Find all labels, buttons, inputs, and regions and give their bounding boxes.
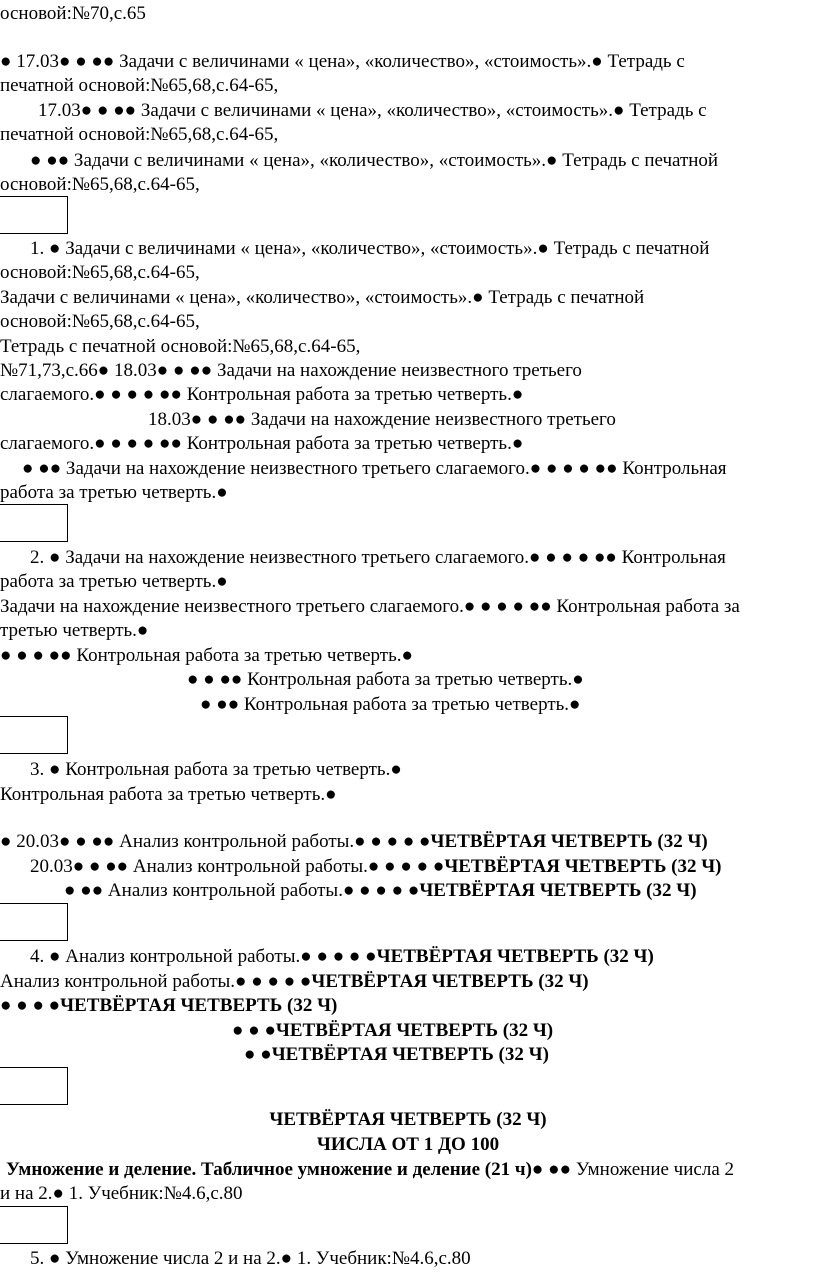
text-line: слагаемого.● ● ● ● ●● Контрольная работа за третью четверть.● xyxy=(0,384,524,405)
text-line: ● ● ● ●● Контрольная работа за третью четверть.● xyxy=(0,645,413,666)
text-line: ● ●● Задачи на нахождение неизвестного третьего слагаемого.● ● ● ● ●● Контрольная xyxy=(22,458,727,479)
text-line: 20.03● ● ●● Анализ контрольной работы.● ● ● ● ●ЧЕТВЁРТАЯ ЧЕТВЕРТЬ (32 Ч) xyxy=(30,856,722,877)
text-line: Задачи на нахождение неизвестного третьего слагаемого.● ● ● ● ●● Контрольная работа за xyxy=(0,596,740,617)
text-line: слагаемого.● ● ● ● ●● Контрольная работа за третью четверть.● xyxy=(0,433,524,454)
text-line: Задачи с величинами « цена», «количество», «стоимость».● Тетрадь с печатной xyxy=(0,287,645,308)
text-line: Контрольная работа за третью четверть.● xyxy=(0,784,337,805)
text-line: основой:№65,68,с.64-65, xyxy=(0,311,200,332)
text-line: 3. ● Контрольная работа за третью четверть.● xyxy=(30,759,402,780)
text-line: ● ●● Анализ контрольной работы.● ● ● ● ●ЧЕТВЁРТАЯ ЧЕТВЕРТЬ (32 Ч) xyxy=(64,880,697,901)
text-line: №71,73,с.66● 18.03● ● ●● Задачи на нахождение неизвестного третьего xyxy=(0,360,582,381)
empty-table-cell xyxy=(0,1067,68,1105)
text-line: ● ● ●● Контрольная работа за третью четверть.● xyxy=(187,669,584,690)
empty-table-cell xyxy=(0,1206,68,1244)
text-line: основой:№65,68,с.64-65, xyxy=(0,262,200,283)
text-line: работа за третью четверть.● xyxy=(0,482,228,503)
text-line: ● 17.03● ● ●● Задачи с величинами « цена», «количество», «стоимость».● Тетрадь с xyxy=(0,51,685,72)
text-line: ● ● ●ЧЕТВЁРТАЯ ЧЕТВЕРТЬ (32 Ч) xyxy=(232,1020,554,1041)
section-subheading: ЧИСЛА ОТ 1 ДО 100 xyxy=(316,1134,500,1155)
text-line: основой:№70,с.65 xyxy=(0,3,146,24)
text-line: Умножение и деление. Табличное умножение и деление (21 ч)● ●● Умножение числа 2 xyxy=(6,1159,735,1180)
text-line: Тетрадь с печатной основой:№65,68,с.64-65, xyxy=(0,336,361,357)
text-line: печатной основой:№65,68,с.64-65, xyxy=(0,75,279,96)
empty-table-cell xyxy=(0,716,68,754)
text-line: 18.03● ● ●● Задачи на нахождение неизвестного третьего xyxy=(148,409,616,430)
empty-table-cell xyxy=(0,504,68,542)
text-line: третью четверть.● xyxy=(0,620,149,641)
text-line: печатной основой:№65,68,с.64-65, xyxy=(0,124,279,145)
text-line: 17.03● ● ●● Задачи с величинами « цена», «количество», «стоимость».● Тетрадь с xyxy=(38,100,707,121)
text-line: 5. ● Умножение числа 2 и на 2.● 1. Учебник:№4.6,с.80 xyxy=(30,1248,471,1269)
text-line: и на 2.● 1. Учебник:№4.6,с.80 xyxy=(0,1183,243,1204)
text-line: Анализ контрольной работы.● ● ● ● ●ЧЕТВЁРТАЯ ЧЕТВЕРТЬ (32 Ч) xyxy=(0,971,589,992)
text-line: ● ●● Контрольная работа за третью четверть.● xyxy=(200,694,581,715)
section-heading: ЧЕТВЁРТАЯ ЧЕТВЕРТЬ (32 Ч) xyxy=(269,1109,547,1130)
text-line: 1. ● Задачи с величинами « цена», «количество», «стоимость».● Тетрадь с печатной xyxy=(30,238,710,259)
empty-table-cell xyxy=(0,903,68,941)
text-line: ● 20.03● ● ●● Анализ контрольной работы.● ● ● ● ●ЧЕТВЁРТАЯ ЧЕТВЕРТЬ (32 Ч) xyxy=(0,831,708,852)
text-line: основой:№65,68,с.64-65, xyxy=(0,174,200,195)
empty-table-cell xyxy=(0,196,68,234)
text-line: работа за третью четверть.● xyxy=(0,571,228,592)
text-line: ● ●● Задачи с величинами « цена», «количество», «стоимость».● Тетрадь с печатной xyxy=(30,150,719,171)
text-line: ● ●ЧЕТВЁРТАЯ ЧЕТВЕРТЬ (32 Ч) xyxy=(244,1044,549,1065)
text-line: 4. ● Анализ контрольной работы.● ● ● ● ●ЧЕТВЁРТАЯ ЧЕТВЕРТЬ (32 Ч) xyxy=(30,946,654,967)
text-line: ● ● ● ●ЧЕТВЁРТАЯ ЧЕТВЕРТЬ (32 Ч) xyxy=(0,995,338,1016)
text-line: 2. ● Задачи на нахождение неизвестного третьего слагаемого.● ● ● ● ●● Контрольная xyxy=(30,547,726,568)
